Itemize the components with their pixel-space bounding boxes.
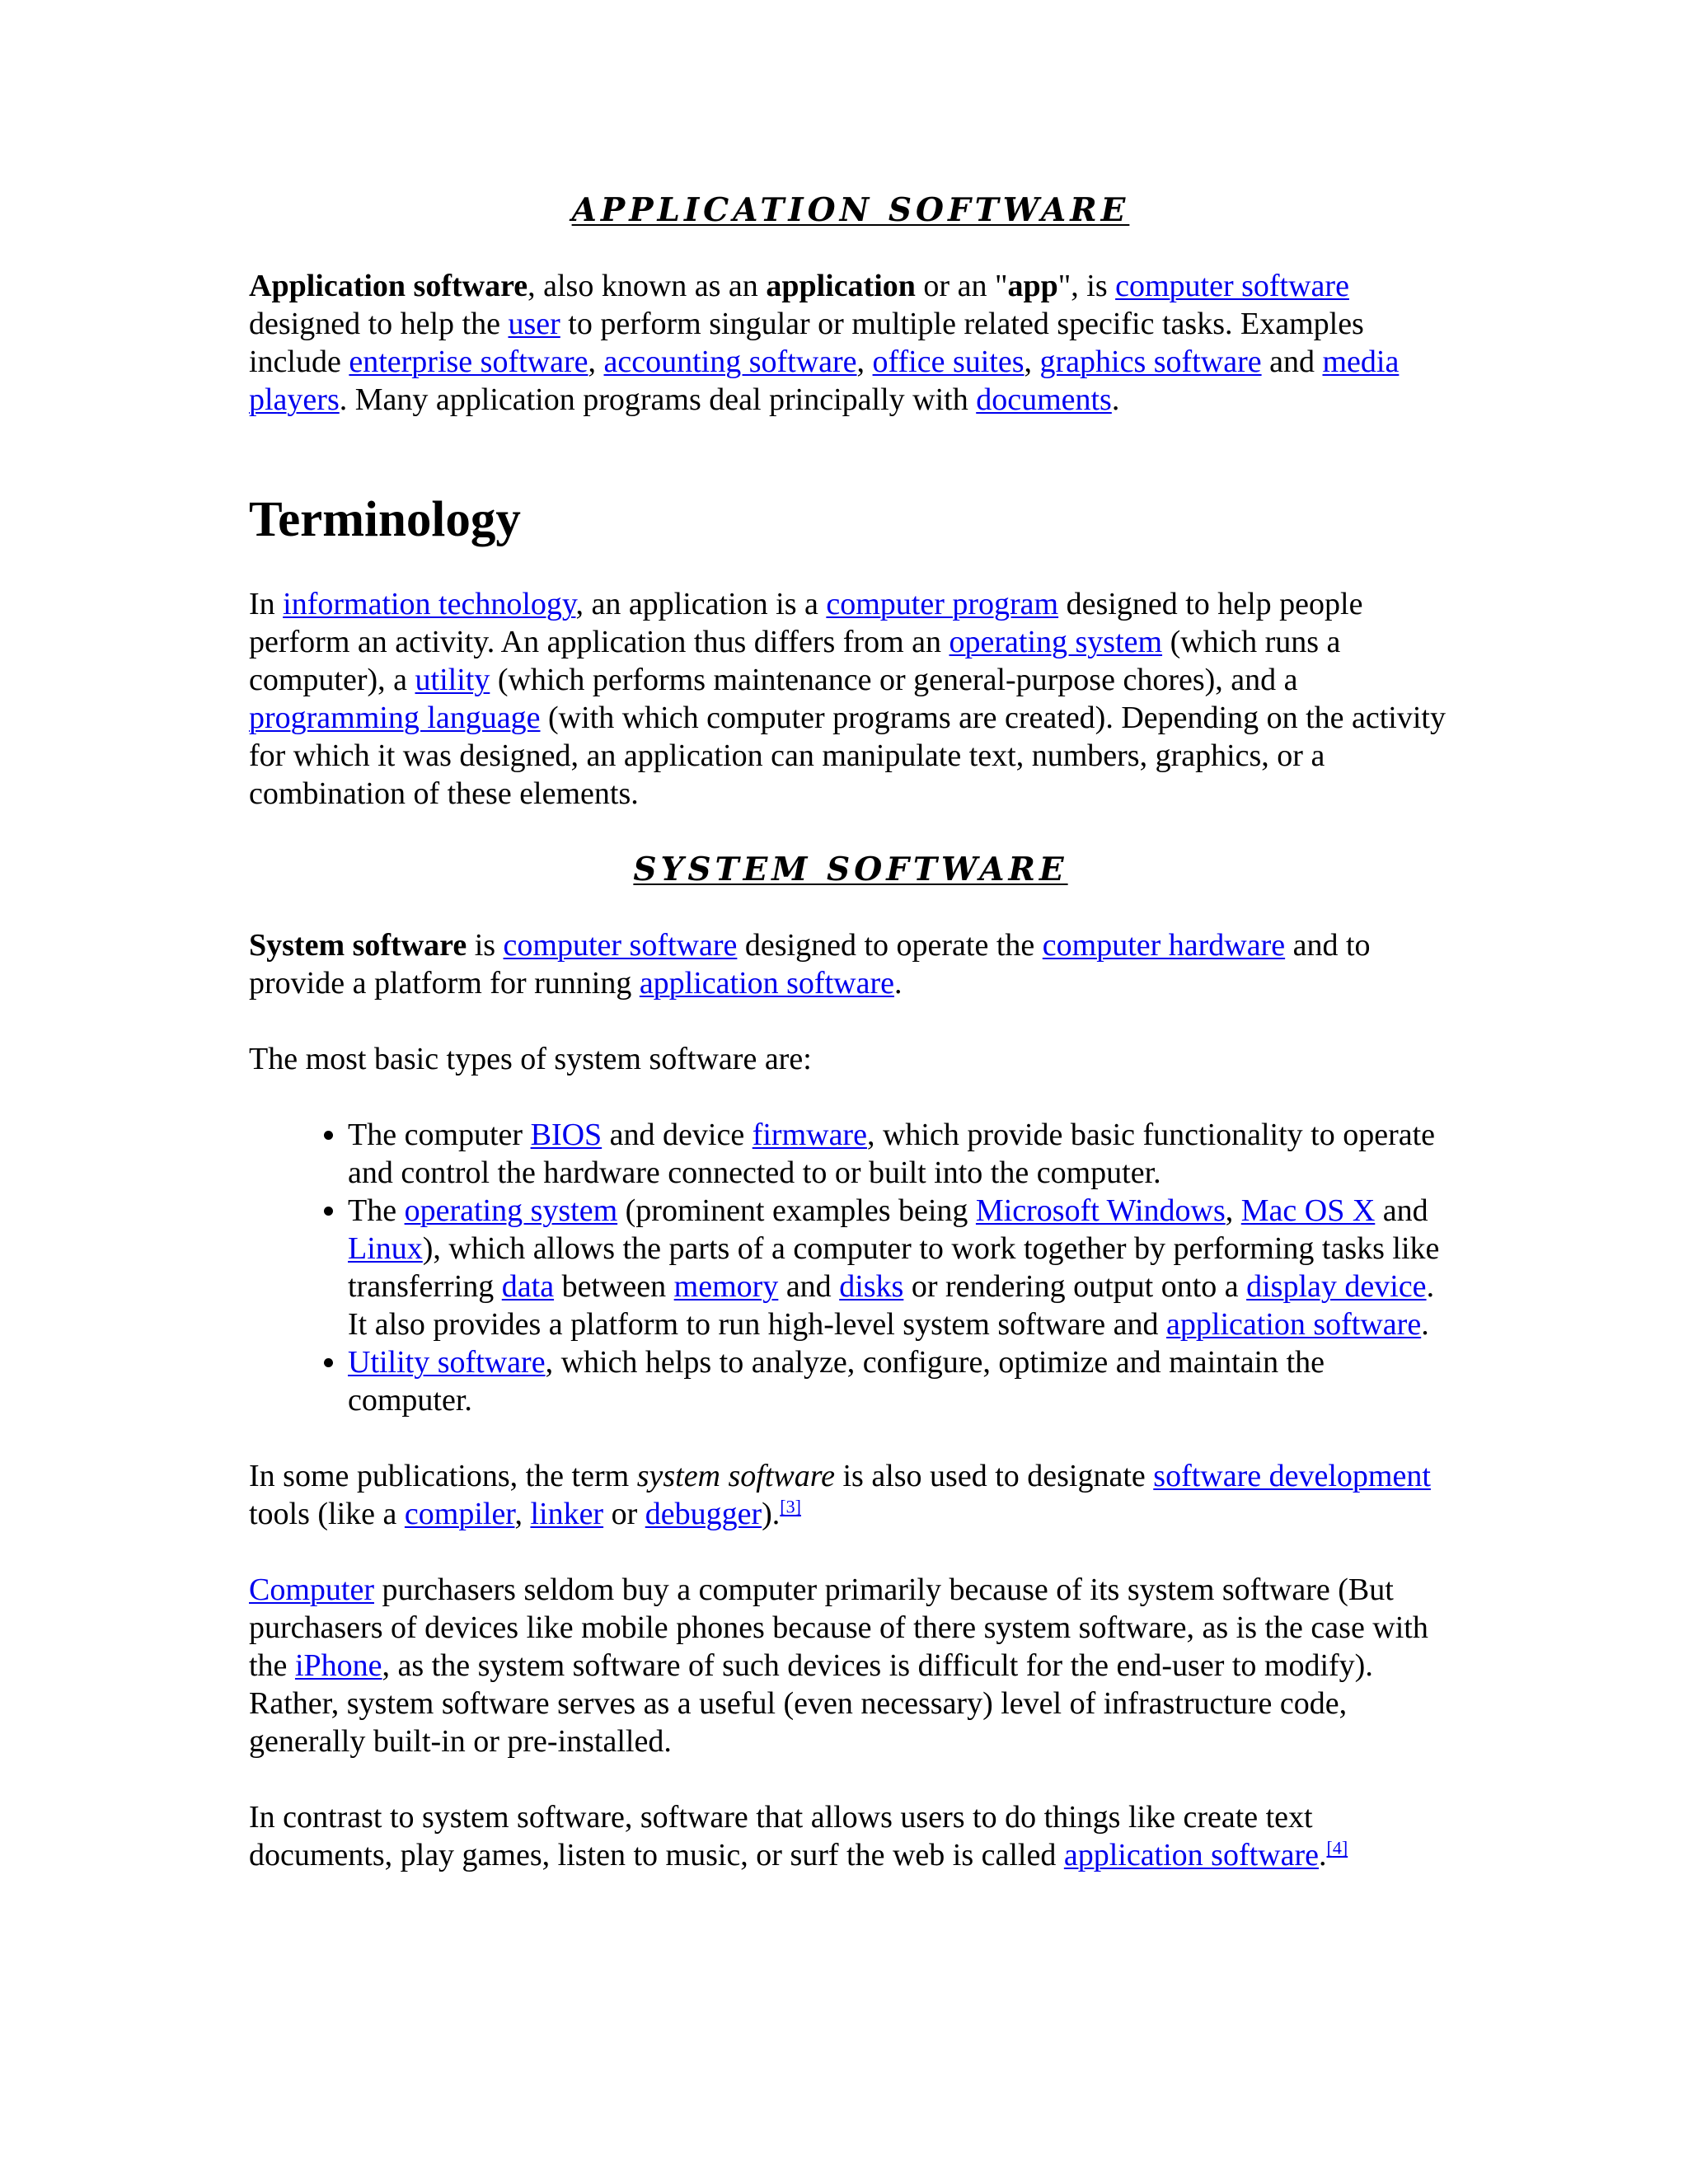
- link-accounting-software[interactable]: accounting software: [603, 344, 857, 379]
- list-item: • Utility software, which helps to analyze, configure, optimize and maintain the computer.: [348, 1343, 1452, 1419]
- link-computer-hardware[interactable]: computer hardware: [1042, 928, 1286, 963]
- bold-term: Application software: [249, 269, 528, 303]
- link-disks[interactable]: disks: [839, 1269, 904, 1304]
- link-compiler[interactable]: compiler: [404, 1497, 515, 1531]
- bold-term: app: [1007, 269, 1058, 303]
- link-media-players[interactable]: media players: [249, 344, 1400, 417]
- link-application-software[interactable]: application software: [639, 966, 894, 1001]
- link-linker[interactable]: linker: [530, 1497, 604, 1531]
- terminology-heading: Terminology: [249, 492, 521, 547]
- link-microsoft-windows[interactable]: Microsoft Windows: [975, 1193, 1226, 1228]
- link-documents[interactable]: documents: [976, 382, 1112, 417]
- link-information-technology[interactable]: information technology: [283, 587, 576, 621]
- link-utility[interactable]: utility: [415, 663, 490, 697]
- link-programming-language[interactable]: programming language: [249, 701, 541, 735]
- link-computer[interactable]: Computer: [249, 1572, 374, 1607]
- list-item: • The operating system (prominent examples being Microsoft Windows, Mac OS X and Linux), which allows the parts of a computer to work together by performing tasks like transferring data between memory and disks or rendering output onto a display device. It also provides a platform to run high-level system software and application software.: [348, 1192, 1452, 1343]
- link-user[interactable]: user: [508, 307, 560, 341]
- link-computer-program[interactable]: computer program: [826, 587, 1059, 621]
- link-utility-software[interactable]: Utility software: [348, 1345, 546, 1380]
- link-mac-os-x[interactable]: Mac OS X: [1240, 1193, 1376, 1228]
- link-debugger[interactable]: debugger: [645, 1497, 762, 1531]
- link-bios[interactable]: BIOS: [530, 1118, 603, 1152]
- link-operating-system[interactable]: operating system: [404, 1193, 618, 1228]
- link-memory[interactable]: memory: [673, 1269, 779, 1304]
- list-item: • The computer BIOS and device firmware, which provide basic functionality to operate and control the hardware connected to or built into the computer.: [348, 1116, 1452, 1192]
- basic-types-paragraph: The most basic types of system software are:: [249, 1042, 812, 1076]
- link-enterprise-software[interactable]: enterprise software: [349, 344, 588, 379]
- italic-term: system software: [636, 1459, 835, 1493]
- application-intro-paragraph: Application software, also known as an application or an "app", is computer software designed to help the user to perform singular or multiple related specific tasks. Examples include enterprise software, accounting software, office suites, graphics software and media players. Many application programs deal principally with documents.: [249, 269, 1400, 417]
- link-display-device[interactable]: display device: [1246, 1269, 1427, 1304]
- link-linux[interactable]: Linux: [348, 1231, 423, 1266]
- reference-4-link[interactable]: [4]: [1326, 1837, 1348, 1858]
- terminology-paragraph: In information technology, an application is a computer program designed to help people perform an activity. An application thus differs from an operating system (which runs a computer), a utility (which performs maintenance or general-purpose chores), and a programming language (with which computer programs are created). Depending on the activity for which it was designed, an application can manipulate text, numbers, graphics, or a combination of these elements.: [249, 587, 1446, 811]
- system-software-title: SYSTEM SOFTWARE: [633, 851, 1068, 888]
- contrast-paragraph: In contrast to system software, software that allows users to do things like create text documents, play games, listen to music, or surf the web is called application software.[4]: [249, 1800, 1348, 1872]
- bold-term: application: [766, 269, 916, 303]
- publications-paragraph: In some publications, the term system software is also used to designate software development tools (like a compiler, linker or debugger).[3]: [249, 1459, 1431, 1531]
- application-software-title: APPLICATION SOFTWARE: [571, 191, 1130, 229]
- purchasers-paragraph: Computer purchasers seldom buy a computer primarily because of its system software (But purchasers of devices like mobile phones because of there system software, as is the case with the iPhone, as the system software of such devices is difficult for the end-user to modify). Rather, system software serves as a useful (even necessary) level of infrastructure code, generally built-in or pre-installed.: [249, 1572, 1428, 1759]
- link-firmware[interactable]: firmware: [752, 1118, 867, 1152]
- link-software-development[interactable]: software development: [1153, 1459, 1431, 1493]
- system-software-types-list: [249, 1116, 1452, 1419]
- link-application-software[interactable]: application software: [1063, 1838, 1320, 1872]
- link-data[interactable]: data: [501, 1269, 555, 1304]
- reference-3-link[interactable]: [3]: [780, 1496, 801, 1517]
- link-application-software[interactable]: application software: [1166, 1307, 1422, 1342]
- link-office-suites[interactable]: office suites: [872, 344, 1025, 379]
- bold-term: System software: [249, 928, 467, 963]
- document-page: [249, 191, 1452, 1874]
- link-iphone[interactable]: iPhone: [294, 1648, 382, 1683]
- link-computer-software[interactable]: computer software: [503, 928, 738, 963]
- link-graphics-software[interactable]: graphics software: [1039, 344, 1262, 379]
- link-operating-system[interactable]: operating system: [949, 625, 1163, 659]
- system-software-paragraph: System software is computer software designed to operate the computer hardware and to provide a platform for running application software.: [249, 928, 1371, 1001]
- link-computer-software[interactable]: computer software: [1115, 269, 1349, 303]
